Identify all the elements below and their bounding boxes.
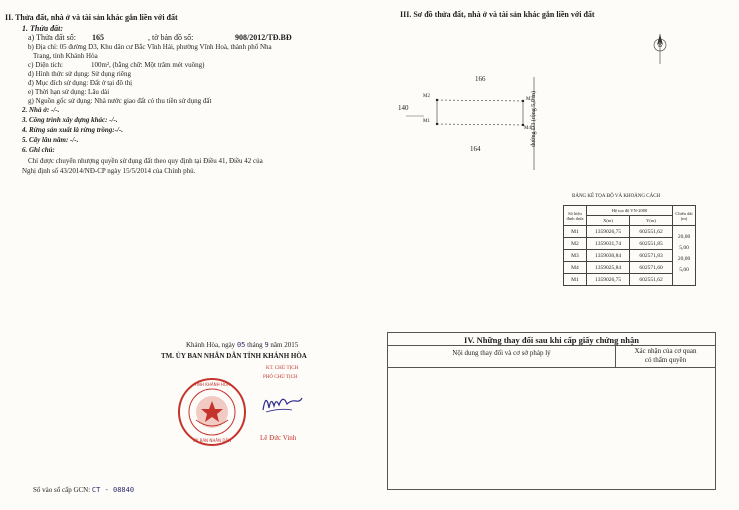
point-m2-label: M2 [423,94,430,99]
notes-line-1: Chỉ được chuyển nhượng quyền sử dụng đất theo quy định tại Điều 41, Điều 42 của [28,157,263,165]
cell-point: M2 [564,238,587,250]
road-label: đường D3 (rộng 5,0 m) [530,91,537,147]
header-system: Hệ tọa độ VN-2000 [587,206,673,216]
point-m1-label: M1 [423,119,430,124]
svg-text:ỦY BAN NHÂN DÂN: ỦY BAN NHÂN DÂN [192,438,232,443]
cell-x: 1359030,84 [587,250,630,262]
signer-name: Lê Đức Vinh [260,434,297,442]
confirmation-line-2: có thẩm quyền [644,356,687,364]
table-row [564,226,696,238]
notes-line-2: Nghị định số 43/2014/NĐ-CP ngày 15/5/2014 của Chính phủ. [22,167,196,175]
usage-form: d) Hình thức sử dụng: Sử dụng riêng [28,70,131,78]
usage-purpose: đ) Mục đích sử dụng: Đất ở tại đô thị [28,79,133,87]
address-line-2: Trang, tỉnh Khánh Hòa [33,52,98,60]
cell-y: 602571,83 [630,250,673,262]
coords-table [563,205,696,286]
address-line-1: b) Địa chỉ: 05 đường D3, Khu dân cư Bắc Vĩnh Hải, phường Vĩnh Hoà, thành phố Nha [28,43,272,51]
gcn-value: CT - 08840 [91,486,135,494]
house-line: 2. Nhà ở: -/-. [22,106,60,114]
area-label: c) Diện tích: [28,61,63,69]
cell-point: M1 [564,274,587,286]
cell-point: M4 [564,262,587,274]
cell-distance: 5,00 [679,245,689,251]
cell-y: 602571,60 [630,262,673,274]
cell-distance: 20,00 [677,256,691,262]
date-prefix: Khánh Hòa, ngày [186,341,236,349]
role-line-1: KT. CHỦ TỊCH [266,366,299,371]
changes-box [387,332,716,490]
cell-distance: 20,00 [677,234,691,240]
column-confirmation-header [616,347,715,365]
cell-x: 1359031,74 [587,238,630,250]
point-m3-label: M3 [526,97,533,102]
section-3-title: III. Sơ đồ thửa đất, nhà ở và tài sản khác gắn liền với đất [400,10,595,19]
perennial-line: 5. Cây lâu năm: -/-. [22,136,79,144]
cell-x: 1359026,75 [587,226,630,238]
role-line-2: PHÓ CHỦ TỊCH [263,375,298,380]
point-m4-label: M4 [524,126,531,131]
usage-origin: g) Nguồn gốc sử dụng: Nhà nước giao đất có thu tiền sử dụng đất [28,97,212,105]
column-content-header: Nội dung thay đổi và cơ sở pháp lý [452,349,551,357]
authority-title: TM. ỦY BAN NHÂN DÂN TỈNH KHÁNH HÒA [161,352,307,360]
other-works-line: 3. Công trình xây dựng khác: -/-. [22,116,118,124]
date-month-label: tháng [247,341,263,349]
parcel-bottom-number: 164 [470,145,481,153]
header-x: X(m) [587,216,630,226]
header-distance: Chiều dài (m) [673,206,696,226]
usage-term: e) Thời hạn sử dụng: Lâu dài [28,88,110,96]
coords-table-title: BẢNG KÊ TỌA ĐỘ VÀ KHOẢNG CÁCH [572,194,661,199]
cell-y: 602551,62 [630,274,673,286]
cell-distance: 5,00 [679,267,689,273]
handwritten-signature-icon [260,388,304,416]
sign-date [186,341,298,349]
cell-point: M3 [564,250,587,262]
distance-column [673,226,696,286]
map-sheet-label: , tờ bản đồ số: [148,33,194,42]
cell-x: 1359026,75 [587,274,630,286]
date-day: 05 [236,341,246,349]
notes-heading: 6. Ghi chú: [22,146,55,154]
date-month: 9 [264,341,269,349]
date-year: năm 2015 [270,341,299,349]
svg-text:TỈNH KHÁNH HÒA: TỈNH KHÁNH HÒA [194,382,230,387]
cell-point: M1 [564,226,587,238]
cell-x: 1359025,84 [587,262,630,274]
parcel-diagram [394,72,564,172]
plot-heading: 1. Thửa đất: [22,24,64,33]
parcel-top-number: 166 [475,75,486,83]
forest-line: 4. Rừng sản xuất là rừng trồng:-/-. [22,126,123,134]
confirmation-line-1: Xác nhận của cơ quan [634,347,697,355]
north-label: B [657,43,663,49]
gcn-label: Số vào sổ cấp GCN: [33,486,91,494]
divider [388,367,715,368]
header-point: Số hiệu đỉnh thửa [564,206,587,226]
map-sheet-number: 908/2012/TĐ.BĐ [235,33,292,42]
plot-number-label: a) Thửa đất số: [28,33,76,42]
area-value: 100m², (bằng chữ: Một trăm mét vuông) [91,61,205,69]
divider [388,345,715,346]
section-2-title: II. Thửa đất, nhà ở và tài sản khác gắn liền với đất [5,13,178,22]
header-y: Y(m) [630,216,673,226]
cell-y: 602551,62 [630,226,673,238]
parcel-left-number: 140 [398,104,409,112]
plot-number: 165 [92,33,104,42]
cell-y: 602551,85 [630,238,673,250]
official-seal-icon [176,376,248,448]
north-arrow-icon [648,32,672,66]
section-4-title: IV. Những thay đổi sau khi cấp giấy chứng nhận [464,335,639,345]
gcn-entry [33,486,134,494]
